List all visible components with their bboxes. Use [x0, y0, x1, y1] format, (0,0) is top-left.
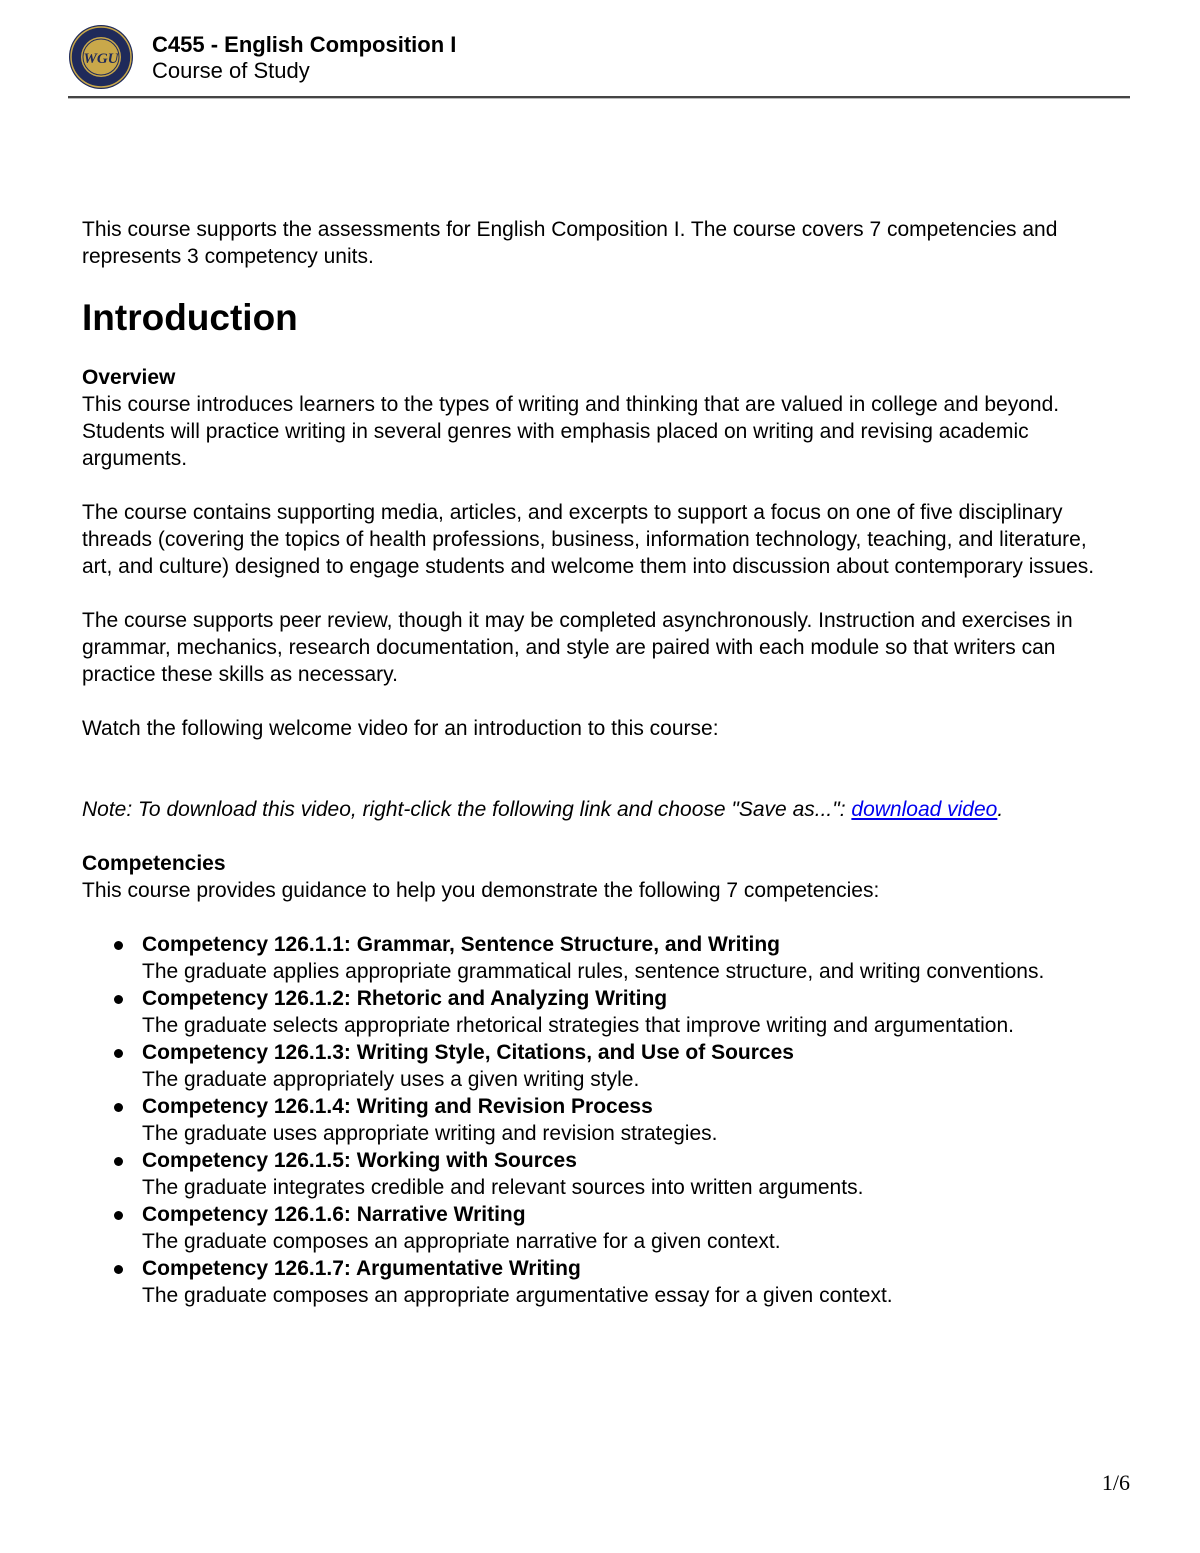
- overview-label: Overview: [82, 366, 176, 389]
- bullet-icon: [114, 941, 123, 950]
- competency-description: The graduate uses appropriate writing and revision strategies.: [142, 1122, 718, 1145]
- bullet-icon: [114, 995, 123, 1004]
- competency-title: Competency 126.1.3: Writing Style, Citations, and Use of Sources: [142, 1041, 794, 1064]
- competency-list: [82, 931, 1122, 1309]
- list-item: [82, 1039, 1122, 1093]
- header-divider: [68, 96, 1130, 98]
- list-item: [82, 1255, 1122, 1309]
- competency-title: Competency 126.1.6: Narrative Writing: [142, 1203, 526, 1226]
- course-summary: This course supports the assessments for English Composition I. The course covers 7 competencies and represents 3 competency units.: [82, 218, 1058, 268]
- download-video-link[interactable]: download video: [851, 798, 998, 821]
- competency-title: Competency 126.1.4: Writing and Revision Process: [142, 1095, 653, 1118]
- competencies-intro: This course provides guidance to help you demonstrate the following 7 competencies:: [82, 879, 880, 902]
- list-item: [82, 1201, 1122, 1255]
- course-subtitle: Course of Study: [152, 58, 310, 83]
- list-item: [82, 1147, 1122, 1201]
- competency-title: Competency 126.1.7: Argumentative Writing: [142, 1257, 581, 1280]
- course-title: C455 - English Composition I: [152, 32, 457, 57]
- competency-description: The graduate composes an appropriate narrative for a given context.: [142, 1230, 781, 1253]
- download-note-text: Note: To download this video, right-click the following link and choose "Save as...":: [82, 798, 852, 821]
- wgu-seal-logo: [68, 24, 134, 90]
- list-item: [82, 1093, 1122, 1147]
- competency-description: The graduate appropriately uses a given writing style.: [142, 1068, 640, 1091]
- header-text: [152, 32, 456, 84]
- page-number: 1/6: [1101, 1470, 1130, 1495]
- competency-description: The graduate applies appropriate grammatical rules, sentence structure, and writing conventions.: [142, 960, 1045, 983]
- document-body: [82, 216, 1122, 1309]
- competency-title: Competency 126.1.5: Working with Sources: [142, 1149, 577, 1172]
- overview-paragraph-3: The course supports peer review, though it may be completed asynchronously. Instruction and exercises in grammar, mechanics, research documentation, and style are paired with each module so that writers can practice these skills as necessary.: [82, 609, 1073, 686]
- video-intro-text: Watch the following welcome video for an introduction to this course:: [82, 717, 719, 740]
- page-header: [68, 24, 1130, 100]
- competencies-label: Competencies: [82, 852, 226, 875]
- competency-description: The graduate composes an appropriate argumentative essay for a given context.: [142, 1284, 893, 1307]
- list-item: [82, 931, 1122, 985]
- competency-description: The graduate selects appropriate rhetorical strategies that improve writing and argumentation.: [142, 1014, 1014, 1037]
- introduction-heading: Introduction: [82, 297, 298, 338]
- bullet-icon: [114, 1265, 123, 1274]
- download-note-end: .: [997, 798, 1004, 821]
- overview-paragraph-2: The course contains supporting media, articles, and excerpts to support a focus on one of five disciplinary threads (covering the topics of health professions, business, information technology, teaching, and literature, art, and culture) designed to engage students and welcome them into discussion about contemporary issues.: [82, 501, 1095, 578]
- overview-paragraph-1: This course introduces learners to the types of writing and thinking that are valued in college and beyond. Students will practice writing in several genres with emphasis placed on writing and revising academic arguments.: [82, 393, 1060, 470]
- bullet-icon: [114, 1049, 123, 1058]
- bullet-icon: [114, 1211, 123, 1220]
- bullet-icon: [114, 1103, 123, 1112]
- bullet-icon: [114, 1157, 123, 1166]
- competency-title: Competency 126.1.2: Rhetoric and Analyzing Writing: [142, 987, 668, 1010]
- logo-lettering: WGU: [83, 51, 119, 67]
- download-note: [82, 796, 1122, 823]
- competency-description: The graduate integrates credible and relevant sources into written arguments.: [142, 1176, 864, 1199]
- list-item: [82, 985, 1122, 1039]
- competency-title: Competency 126.1.1: Grammar, Sentence Structure, and Writing: [142, 933, 780, 956]
